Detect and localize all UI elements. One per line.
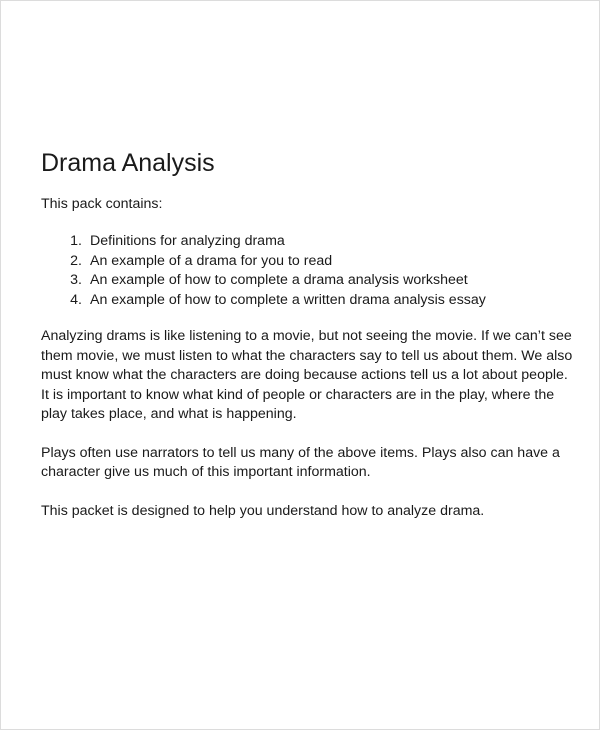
list-number: 3. [70,272,82,288]
contents-list [41,232,576,310]
document-content [41,147,576,540]
list-number: 1. [70,233,82,249]
list-text: An example of how to complete a written drama analysis essay [90,291,486,308]
list-text: Definitions for analyzing drama [90,233,285,249]
list-text: An example of how to complete a drama analysis worksheet [90,272,468,288]
paragraph-narrators: Plays often use narrators to tell us many of the above items. Plays also can have a character give us much of this important information. [41,444,560,480]
list-item [41,252,576,272]
list-item [41,271,576,291]
intro-text: This pack contains: [41,196,163,212]
list-number: 4. [70,291,82,308]
paragraph-purpose: This packet is designed to help you understand how to analyze drama. [41,502,485,519]
paragraph-analyzing: Analyzing drams is like listening to a movie, but not seeing the movie. If we can’t see them movie, we must listen to what the characters say to tell us about them. We also must know what the characters are doing because actions tell us a lot about people. It is important to know what kind of people or characters are in the play, where the play takes place, and what is happening. [41,328,573,422]
list-number: 2. [70,252,82,269]
list-text: An example of a drama for you to read [90,252,333,269]
list-item [41,232,576,252]
document-title: Drama Analysis [41,149,215,177]
list-item [41,291,576,311]
